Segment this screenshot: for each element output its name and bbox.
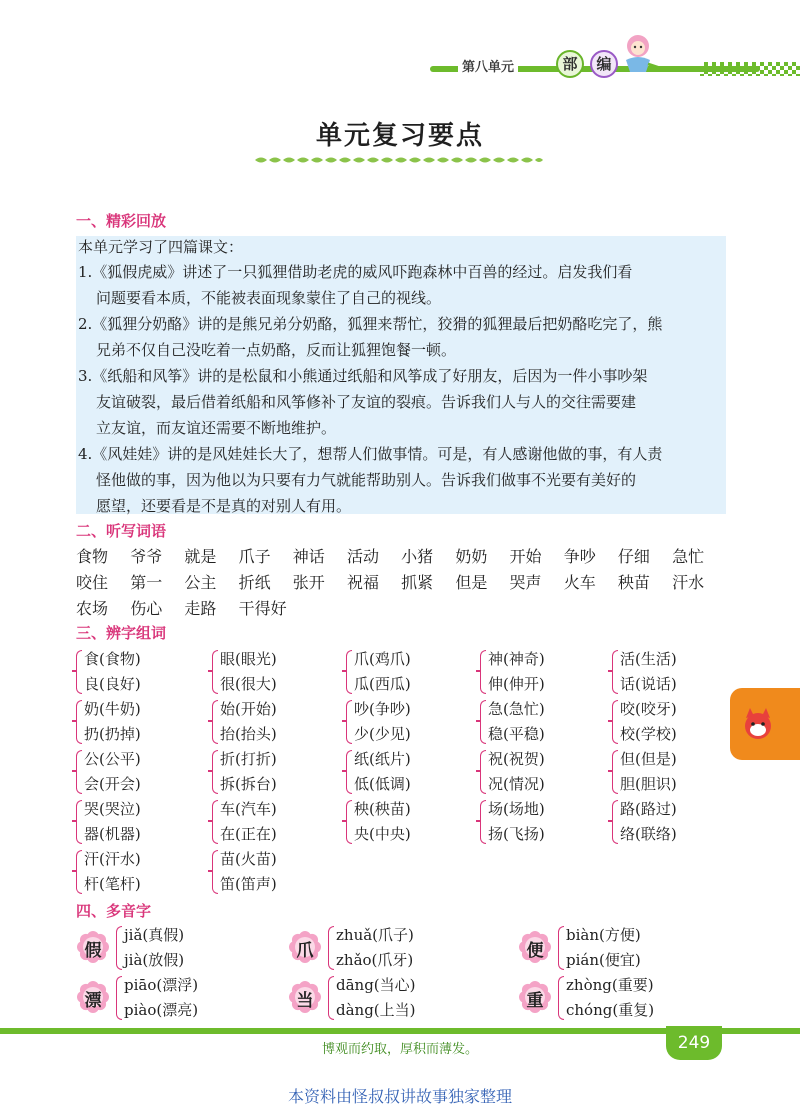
pair-word: 杆(笔杆): [84, 875, 141, 893]
review-item: [78, 363, 726, 441]
vocab-word: 但是: [455, 573, 488, 592]
polyphone-reading: piāo(漂浮): [124, 976, 199, 994]
char-pair: [212, 848, 332, 898]
pair-word: 瓜(西瓜): [354, 675, 411, 693]
polyphone-reading: zhòng(重要): [566, 976, 654, 994]
char-pair: [212, 748, 332, 798]
brace-icon: [612, 750, 618, 794]
pair-column-3: [346, 648, 466, 848]
polyphone-char: 重: [526, 991, 544, 1011]
brace-icon: [612, 650, 618, 694]
polyphone-reading: jiǎ(真假): [124, 926, 185, 944]
brace-icon: [558, 926, 564, 970]
char-pair: [76, 748, 196, 798]
pair-word: 在(正在): [220, 825, 277, 843]
pair-word: 很(很大): [220, 675, 277, 693]
polyphone-char: 便: [526, 941, 544, 961]
pair-column-5: [612, 648, 732, 848]
brace-icon: [328, 926, 334, 970]
pair-word: 胆(胆识): [620, 775, 677, 793]
vocab-word: 汗水: [672, 573, 705, 592]
pair-word: 拆(拆台): [220, 775, 277, 793]
vocab-word: 咬住: [76, 573, 109, 592]
brace-icon: [212, 750, 218, 794]
section-heading-dictation: 二、听写词语: [76, 522, 167, 540]
pair-word: 祝(祝贺): [488, 750, 545, 768]
polyphone-reading: zhuǎ(爪子): [336, 926, 414, 944]
pair-word: 但(但是): [620, 750, 677, 768]
vocab-row-2: [76, 570, 736, 593]
pair-word: 纸(纸片): [354, 750, 411, 768]
pair-word: 爪(鸡爪): [354, 650, 411, 668]
title-ornament-divider: [255, 155, 545, 165]
vocab-word: 哭声: [509, 573, 542, 592]
section-heading-polyphones: 四、多音字: [76, 902, 152, 920]
pair-word: 汗(汗水): [84, 850, 141, 868]
brace-icon: [346, 750, 352, 794]
pair-column-4: [480, 648, 600, 848]
pair-word: 路(路过): [620, 800, 677, 818]
pair-word: 抬(抬头): [220, 725, 277, 743]
brace-icon: [212, 800, 218, 844]
review-line: 2.《狐狸分奶酪》讲的是熊兄弟分奶酪，狐狸来帮忙，狡猾的狐狸最后把奶酪吃完了，熊: [78, 315, 663, 333]
pair-word: 苗(火苗): [220, 850, 277, 868]
review-item: [78, 311, 726, 363]
polyphone-reading: piào(漂亮): [124, 1001, 199, 1019]
pair-word: 器(机器): [84, 825, 141, 843]
polyphone-reading: chóng(重复): [566, 1001, 655, 1019]
unit-label: 第八单元: [458, 56, 518, 75]
char-pair: [480, 648, 600, 698]
vocab-word: 抓紧: [401, 573, 434, 592]
polyphone-reading: jià(放假): [124, 951, 185, 969]
pair-word: 况(情况): [488, 775, 545, 793]
pair-word: 活(生活): [620, 650, 677, 668]
vocab-word: 伤心: [130, 599, 163, 618]
brace-icon: [212, 650, 218, 694]
polyphone-reading: dàng(上当): [336, 1001, 416, 1019]
brace-icon: [480, 800, 486, 844]
pair-word: 食(食物): [84, 650, 141, 668]
vocab-word: 干得好: [238, 599, 287, 618]
brace-icon: [76, 800, 82, 844]
review-line: 3.《纸船和风筝》讲的是松鼠和小熊通过纸船和风筝成了好朋友，后因为一件小事吵架: [78, 367, 648, 385]
vocab-word: 就是: [184, 547, 217, 566]
review-line: 1.《狐假虎威》讲述了一只狐狸借助老虎的威风吓跑森林中百兽的经过。启发我们看: [78, 263, 633, 281]
brace-icon: [76, 850, 82, 894]
brace-icon: [76, 700, 82, 744]
pair-word: 哭(哭泣): [84, 800, 141, 818]
pair-column-2: [212, 648, 332, 898]
credit-line: 本资料由怪叔叔讲故事独家整理: [287, 1087, 512, 1106]
review-line: 友谊破裂，最后借着纸船和风筝修补了友谊的裂痕。告诉我们人与人的交往需要建: [96, 393, 637, 411]
brace-icon: [480, 650, 486, 694]
pair-word: 始(开始): [220, 700, 277, 718]
brace-icon: [558, 976, 564, 1020]
review-item: [78, 441, 726, 519]
pair-column-1: [76, 648, 196, 898]
vocab-word: 食物: [76, 547, 109, 566]
vocab-word: 火车: [563, 573, 596, 592]
brace-icon: [346, 700, 352, 744]
pair-word: 话(说话): [620, 675, 677, 693]
char-pair: [612, 648, 732, 698]
brace-icon: [612, 700, 618, 744]
vocab-word: 折纸: [238, 573, 271, 592]
footer-motto: 博观而约取，厚积而薄发。: [321, 1042, 478, 1057]
pair-word: 校(学校): [620, 725, 677, 743]
pair-word: 秧(秧苗): [354, 800, 411, 818]
char-pair: [612, 698, 732, 748]
vocab-word: 急忙: [672, 547, 705, 566]
polyphone-char: 当: [296, 991, 314, 1011]
brace-icon: [116, 926, 122, 970]
pair-word: 会(开会): [84, 775, 141, 793]
pair-word: 急(急忙): [488, 700, 545, 718]
vocab-word: 走路: [184, 599, 217, 618]
vocab-word: 农场: [76, 599, 109, 618]
pair-word: 稳(平稳): [488, 725, 545, 743]
char-pair: [76, 848, 196, 898]
review-intro: 本单元学习了四篇课文：: [78, 238, 244, 256]
brace-icon: [212, 850, 218, 894]
char-pair: [212, 648, 332, 698]
vocab-word: 开始: [509, 547, 542, 566]
pair-word: 车(汽车): [220, 800, 277, 818]
char-pair: [612, 798, 732, 848]
brace-icon: [328, 976, 334, 1020]
vocab-word: 神话: [292, 547, 325, 566]
pair-word: 低(低调): [354, 775, 411, 793]
brace-icon: [612, 800, 618, 844]
brace-icon: [346, 650, 352, 694]
char-pair: [480, 798, 600, 848]
char-pair: [612, 748, 732, 798]
pair-word: 公(公平): [84, 750, 141, 768]
char-pair: [480, 698, 600, 748]
review-line: 问题要看本质，不能被表面现象蒙住了自己的视线。: [96, 289, 442, 307]
pair-word: 笛(笛声): [220, 875, 277, 893]
pair-word: 扬(飞扬): [488, 825, 545, 843]
brace-icon: [480, 750, 486, 794]
pair-word: 央(中央): [354, 825, 411, 843]
vocab-word: 小猪: [401, 547, 434, 566]
pair-word: 奶(牛奶): [84, 700, 141, 718]
section-heading-pairs: 三、辨字组词: [76, 624, 167, 642]
brace-icon: [116, 976, 122, 1020]
vocab-row-3: [76, 596, 736, 619]
polyphone-char: 假: [84, 941, 102, 961]
vocab-word: 奶奶: [455, 547, 488, 566]
brace-icon: [480, 700, 486, 744]
polyphone-reading: biàn(方便): [566, 926, 641, 944]
char-pair: [212, 698, 332, 748]
pair-word: 眼(眼光): [220, 650, 277, 668]
char-pair: [76, 798, 196, 848]
polyphone-char: 漂: [84, 991, 102, 1011]
pair-word: 伸(伸开): [488, 675, 545, 693]
page-title: 单元复习要点: [315, 121, 484, 151]
char-pair: [346, 798, 466, 848]
char-pair: [346, 698, 466, 748]
side-tab: [730, 688, 800, 760]
pair-word: 吵(争吵): [354, 700, 411, 718]
char-pair: [212, 798, 332, 848]
vocab-word: 争吵: [563, 547, 596, 566]
review-line: 兄弟不仅自己没吃着一点奶酪，反而让狐狸饱餐一顿。: [96, 341, 457, 359]
pair-word: 场(场地): [488, 800, 545, 818]
vocab-word: 秧苗: [617, 573, 650, 592]
pair-word: 良(良好): [84, 675, 141, 693]
review-line: 怪他做的事，因为他以为只要有力气就能帮助别人。告诉我们做事不光要有美好的: [96, 471, 637, 489]
badge-bian: 编: [590, 50, 618, 78]
char-pair: [76, 698, 196, 748]
vocab-word: 第一: [130, 573, 163, 592]
polyphone-reading: pián(便宜): [566, 951, 641, 969]
vocab-word: 仔细: [617, 547, 650, 566]
pair-word: 折(打折): [220, 750, 277, 768]
vocab-row-1: [76, 544, 736, 567]
vocab-word: 公主: [184, 573, 217, 592]
review-line: 立友谊，而友谊还需要不断地维护。: [96, 419, 337, 437]
polyphone-reading: zhǎo(爪牙): [336, 951, 414, 969]
char-pair: [346, 748, 466, 798]
section-heading-review: 一、精彩回放: [76, 212, 167, 230]
pair-word: 扔(扔掉): [84, 725, 141, 743]
vocab-word: 张开: [292, 573, 325, 592]
review-line: 愿望，还要看是不是真的对别人有用。: [96, 497, 352, 515]
char-pair: [480, 748, 600, 798]
pair-word: 络(联络): [620, 825, 677, 843]
review-item: [78, 259, 726, 311]
brace-icon: [76, 650, 82, 694]
brace-icon: [212, 700, 218, 744]
review-line: 4.《风娃娃》讲的是风娃娃长大了，想帮人们做事情。可是，有人感谢他做的事，有人责: [78, 445, 663, 463]
vocab-word: 爪子: [238, 547, 271, 566]
polyphone-char: 爪: [296, 941, 314, 961]
vocab-word: 祝福: [346, 573, 379, 592]
char-pair: [76, 648, 196, 698]
pair-word: 少(少见): [354, 725, 411, 743]
page-number: 249: [666, 1026, 722, 1060]
pair-word: 咬(咬牙): [620, 700, 677, 718]
mascot-fox-icon: [738, 704, 778, 744]
pair-word: 神(神奇): [488, 650, 545, 668]
polyphone-reading: dāng(当心): [336, 976, 416, 994]
header-checker-pattern: [700, 62, 800, 76]
brace-icon: [76, 750, 82, 794]
vocab-word: 爷爷: [130, 547, 163, 566]
brace-icon: [346, 800, 352, 844]
badge-bu: 部: [556, 50, 584, 78]
mascot-girl-icon: [618, 30, 662, 76]
char-pair: [346, 648, 466, 698]
vocab-word: 活动: [346, 547, 379, 566]
